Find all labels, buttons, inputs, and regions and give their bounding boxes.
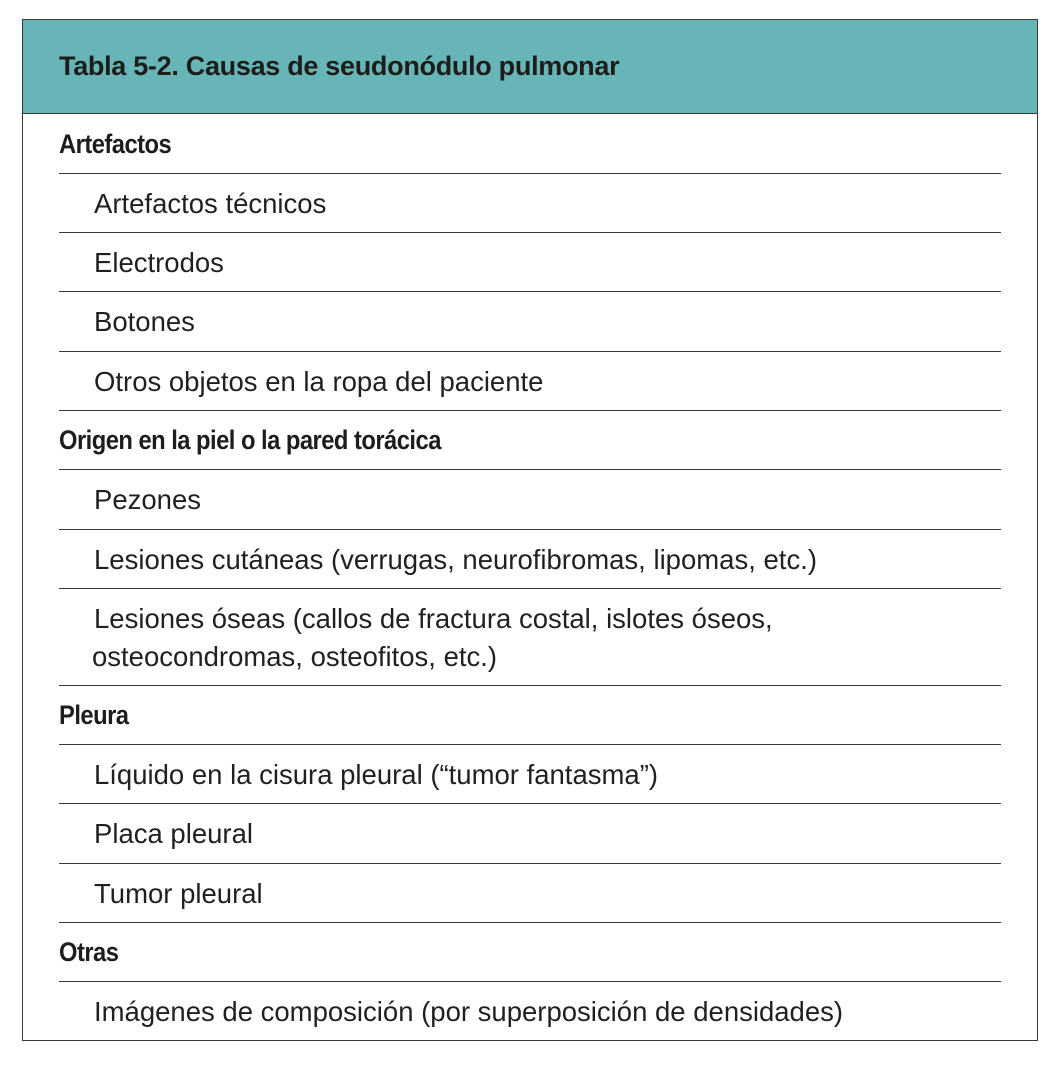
table-row: [23, 352, 1037, 411]
category-row-pleura: [23, 686, 1037, 745]
item-label: Pezones: [94, 484, 202, 515]
table-title: Tabla 5-2. Causas de seudonódulo pulmonar: [59, 51, 620, 81]
table-row: [23, 174, 1037, 233]
item-label: Imágenes de composición (por superposición de densidades): [94, 996, 844, 1027]
item-label-line-2: osteocondromas, osteofitos, etc.): [92, 640, 498, 672]
table-row: [23, 530, 1037, 589]
item-label: Artefactos técnicos: [94, 187, 327, 219]
item-label: Otros objetos en la ropa del paciente: [94, 365, 544, 397]
item-label-line-1: Lesiones óseas (callos de fractura costal, islotes óseos,: [94, 602, 773, 634]
table-body: [23, 114, 1037, 1042]
item-label: Placa pleural: [94, 818, 253, 849]
table-header: [23, 20, 1037, 114]
category-row-piel-pared: [23, 411, 1037, 470]
table-row: [23, 864, 1037, 923]
table-row: [23, 292, 1037, 352]
table-row: [23, 982, 1037, 1042]
category-row-artefactos: [23, 114, 1037, 174]
item-label: Lesiones cutáneas (verrugas, neurofibromas, lipomas, etc.): [94, 543, 817, 575]
item-label: [92, 600, 952, 676]
table-row: [23, 804, 1037, 864]
table: [22, 19, 1038, 1041]
item-label: Electrodos: [94, 246, 224, 278]
item-label: Botones: [94, 306, 195, 337]
category-label: Otras: [59, 937, 119, 967]
item-label: Líquido en la cisura pleural (“tumor fantasma”): [94, 758, 659, 790]
table-row: [23, 745, 1037, 804]
item-label: Tumor pleural: [94, 877, 263, 909]
category-label: Artefactos: [59, 128, 172, 159]
table-row: [23, 470, 1037, 530]
category-label: Origen en la piel o la pared torácica: [59, 425, 441, 455]
category-label: Pleura: [59, 700, 129, 730]
category-row-otras: [23, 923, 1037, 982]
table-row: [23, 589, 1037, 686]
table-row: [23, 233, 1037, 292]
